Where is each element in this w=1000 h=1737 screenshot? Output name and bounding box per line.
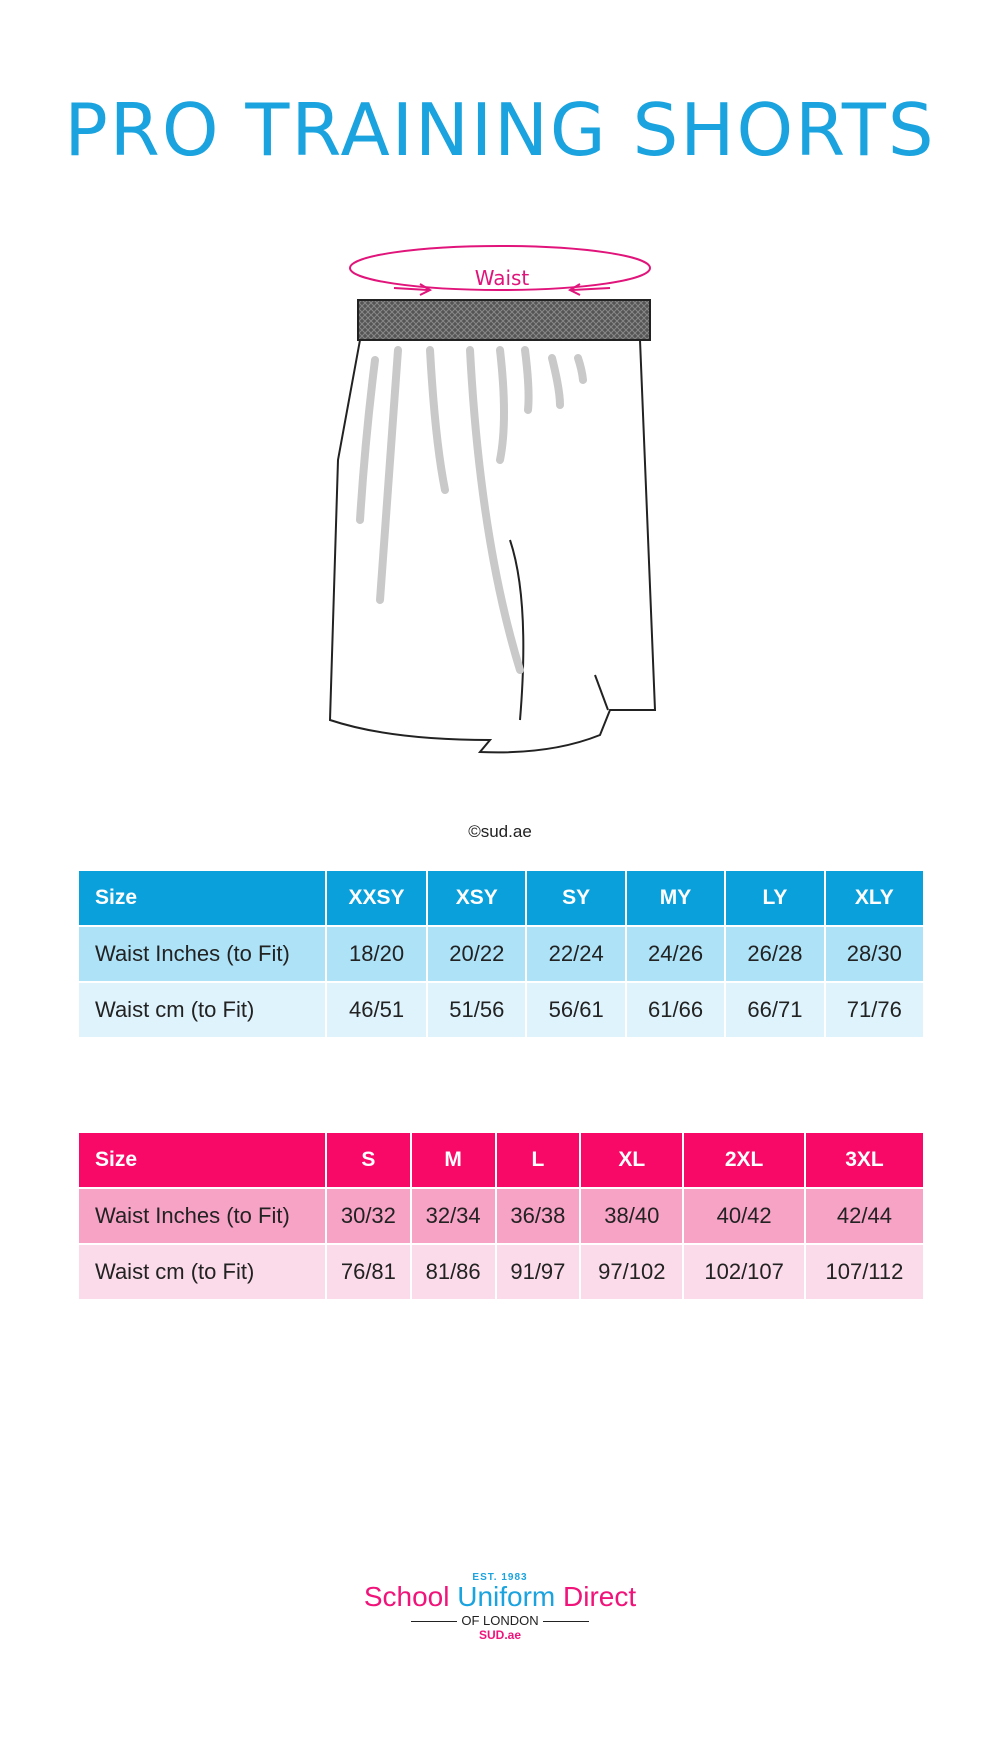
header-cell: XSY <box>428 871 525 925</box>
brand-logo <box>0 1572 1000 1642</box>
page-title: PRO TRAINING SHORTS <box>64 88 936 172</box>
table-cell: 76/81 <box>327 1245 410 1299</box>
table-cell: 81/86 <box>412 1245 495 1299</box>
table-cell: 51/56 <box>428 983 525 1037</box>
logo-subtitle-text: OF LONDON <box>461 1613 539 1628</box>
table-cell: 18/20 <box>327 927 426 981</box>
row-label: Waist Inches (to Fit) <box>79 1189 325 1243</box>
table-header-row <box>79 1133 923 1187</box>
header-cell: XLY <box>826 871 923 925</box>
table-cell: 91/97 <box>497 1245 580 1299</box>
header-cell: SY <box>527 871 624 925</box>
header-cell: 3XL <box>806 1133 923 1187</box>
adult-size-table <box>77 1131 925 1301</box>
logo-rule-left <box>411 1621 457 1622</box>
shorts-illustration <box>320 240 700 760</box>
header-cell: M <box>412 1133 495 1187</box>
table-cell: 61/66 <box>627 983 724 1037</box>
row-label: Waist Inches (to Fit) <box>79 927 325 981</box>
header-cell: LY <box>726 871 823 925</box>
table-row <box>79 983 923 1037</box>
header-cell: Size <box>79 871 325 925</box>
table-cell: 71/76 <box>826 983 923 1037</box>
table-cell: 20/22 <box>428 927 525 981</box>
waist-label: Waist <box>474 266 530 290</box>
waistband <box>358 300 650 340</box>
logo-est: EST. 1983 <box>472 1572 528 1583</box>
header-cell: MY <box>627 871 724 925</box>
logo-subtitle <box>0 1613 1000 1628</box>
logo-word-direct: Direct <box>563 1581 637 1612</box>
row-label: Waist cm (to Fit) <box>79 983 325 1037</box>
header-cell: L <box>497 1133 580 1187</box>
waist-arrow-left <box>394 288 428 290</box>
logo-wordmark <box>0 1581 1000 1613</box>
table-cell: 26/28 <box>726 927 823 981</box>
header-cell: 2XL <box>684 1133 804 1187</box>
logo-url: SUD.ae <box>478 1628 522 1642</box>
header-cell: Size <box>79 1133 325 1187</box>
logo-rule-right <box>543 1621 589 1622</box>
waist-arrow-right <box>572 288 610 290</box>
table-row <box>79 927 923 981</box>
logo-word-school: School <box>363 1581 450 1612</box>
table-cell: 66/71 <box>726 983 823 1037</box>
header-cell: XL <box>581 1133 682 1187</box>
header-cell: S <box>327 1133 410 1187</box>
table-cell: 107/112 <box>806 1245 923 1299</box>
table-cell: 28/30 <box>826 927 923 981</box>
table-cell: 36/38 <box>497 1189 580 1243</box>
table-cell: 97/102 <box>581 1245 682 1299</box>
table-cell: 46/51 <box>327 983 426 1037</box>
table-row <box>79 1245 923 1299</box>
table-cell: 32/34 <box>412 1189 495 1243</box>
copyright-text: ©sud.ae <box>468 822 532 841</box>
logo-word-uniform: Uniform <box>457 1581 556 1612</box>
shorts-diagram <box>320 240 700 760</box>
table-cell: 40/42 <box>684 1189 804 1243</box>
table-header-row <box>79 871 923 925</box>
header-cell: XXSY <box>327 871 426 925</box>
table-cell: 42/44 <box>806 1189 923 1243</box>
table-cell: 30/32 <box>327 1189 410 1243</box>
table-cell: 22/24 <box>527 927 624 981</box>
youth-size-table <box>77 869 925 1039</box>
table-row <box>79 1189 923 1243</box>
table-cell: 56/61 <box>527 983 624 1037</box>
table-cell: 38/40 <box>581 1189 682 1243</box>
table-cell: 24/26 <box>627 927 724 981</box>
row-label: Waist cm (to Fit) <box>79 1245 325 1299</box>
table-cell: 102/107 <box>684 1245 804 1299</box>
